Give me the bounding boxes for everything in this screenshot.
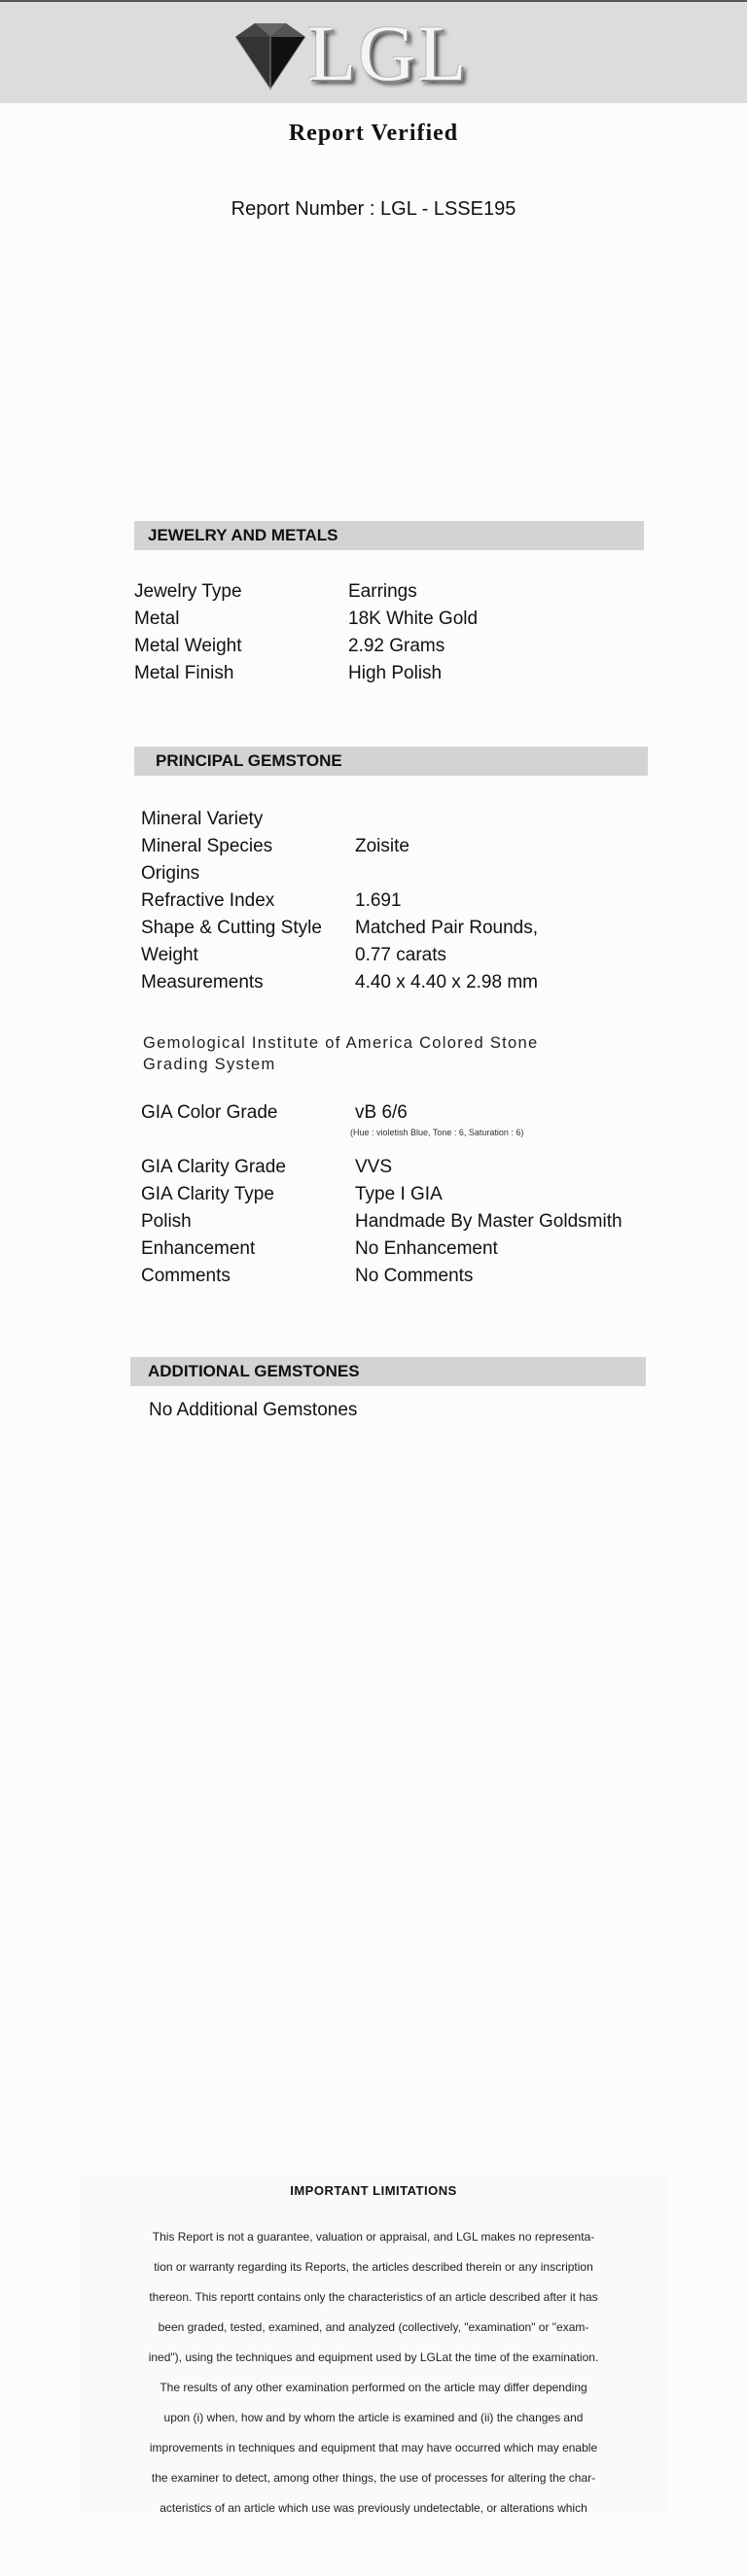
row-label: Weight <box>141 945 198 965</box>
row-value: 2.92 Grams <box>348 636 445 656</box>
row-label: Metal Weight <box>134 636 242 656</box>
principal-section-heading: PRINCIPAL GEMSTONE <box>134 747 648 776</box>
additional-section-heading: ADDITIONAL GEMSTONES <box>130 1357 646 1386</box>
row-value: 0.77 carats <box>355 945 446 965</box>
limitations-line: ined"), using the techniques and equipment used by LGLat the time of the examination. <box>148 2350 599 2364</box>
limitations-line: thereon. This reportt contains only the characteristics of an article described after it has <box>149 2290 598 2304</box>
row-value: VVS <box>355 1157 393 1177</box>
header-banner <box>0 0 747 103</box>
limitations-line: The results of any other examination performed on the article may differ depending <box>160 2381 587 2394</box>
row-label: Refractive Index <box>141 890 275 911</box>
row-label: Origins <box>141 863 200 884</box>
limitations-line: This Report is not a guarantee, valuation or appraisal, and LGL makes no representa- <box>152 2230 595 2244</box>
limitations-body <box>101 2222 646 2524</box>
row-value: vB 6/6 <box>355 1102 408 1123</box>
row-label: Mineral Variety <box>141 809 264 829</box>
limitations-line: acteristics of an article which use was previously undetectable, or alterations which <box>160 2501 587 2515</box>
row-value: Type I GIA <box>355 1184 443 1204</box>
row-value: Handmade By Master Goldsmith <box>355 1211 622 1232</box>
row-label: Comments <box>141 1266 231 1286</box>
limitations-line: improvements in techniques and equipment that may have occurred which may enable <box>149 2441 598 2454</box>
row-label: GIA Color Grade <box>141 1102 278 1123</box>
limitations-line: been graded, tested, examined, and analyzed (collectively, "examination" or "exam- <box>158 2320 589 2334</box>
limitations-line: tion or warranty regarding its Reports, the articles described therein or any inscription <box>154 2260 593 2274</box>
row-value: 1.691 <box>355 890 402 911</box>
row-label: Mineral Species <box>141 836 273 856</box>
row-value: Earrings <box>348 581 417 602</box>
row-value: Zoisite <box>355 836 409 856</box>
row-value: Matched Pair Rounds, <box>355 918 538 938</box>
row-label: Enhancement <box>141 1238 256 1259</box>
gia-system-heading: Gemological Institute of America Colored Stone Grading System <box>143 1034 539 1073</box>
row-label: Jewelry Type <box>134 581 242 602</box>
row-label: Shape & Cutting Style <box>141 918 322 938</box>
limitations-title: IMPORTANT LIMITATIONS <box>290 2183 457 2198</box>
page-title: Report Verified <box>288 121 459 146</box>
row-label: Polish <box>141 1211 192 1232</box>
row-label: Metal Finish <box>134 663 234 683</box>
limitations-line: upon (i) when, how and by whom the article is examined and (ii) the changes and <box>163 2411 584 2424</box>
row-label: Metal <box>134 609 180 629</box>
row-value: 18K White Gold <box>348 609 479 629</box>
report-number: Report Number : LGL - LSSE195 <box>231 198 516 220</box>
hue-note: (Hue : violetish Blue, Tone : 6, Saturation : 6) <box>350 1128 524 1137</box>
row-label: Measurements <box>141 972 264 992</box>
lgl-logo <box>226 10 479 97</box>
row-value: 4.40 x 4.40 x 2.98 mm <box>355 972 538 992</box>
no-additional-text: No Additional Gemstones <box>149 1400 358 1420</box>
row-value: No Comments <box>355 1266 474 1286</box>
row-value: High Polish <box>348 663 443 683</box>
row-label: GIA Clarity Grade <box>141 1157 286 1177</box>
logo-text: LGL <box>307 9 469 97</box>
row-label: GIA Clarity Type <box>141 1184 274 1204</box>
jewelry-section-heading: JEWELRY AND METALS <box>134 521 644 550</box>
row-value: No Enhancement <box>355 1238 498 1259</box>
limitations-line: the examiner to detect, among other things, the use of processes for altering the char- <box>151 2471 596 2485</box>
diamond-icon <box>226 17 313 95</box>
